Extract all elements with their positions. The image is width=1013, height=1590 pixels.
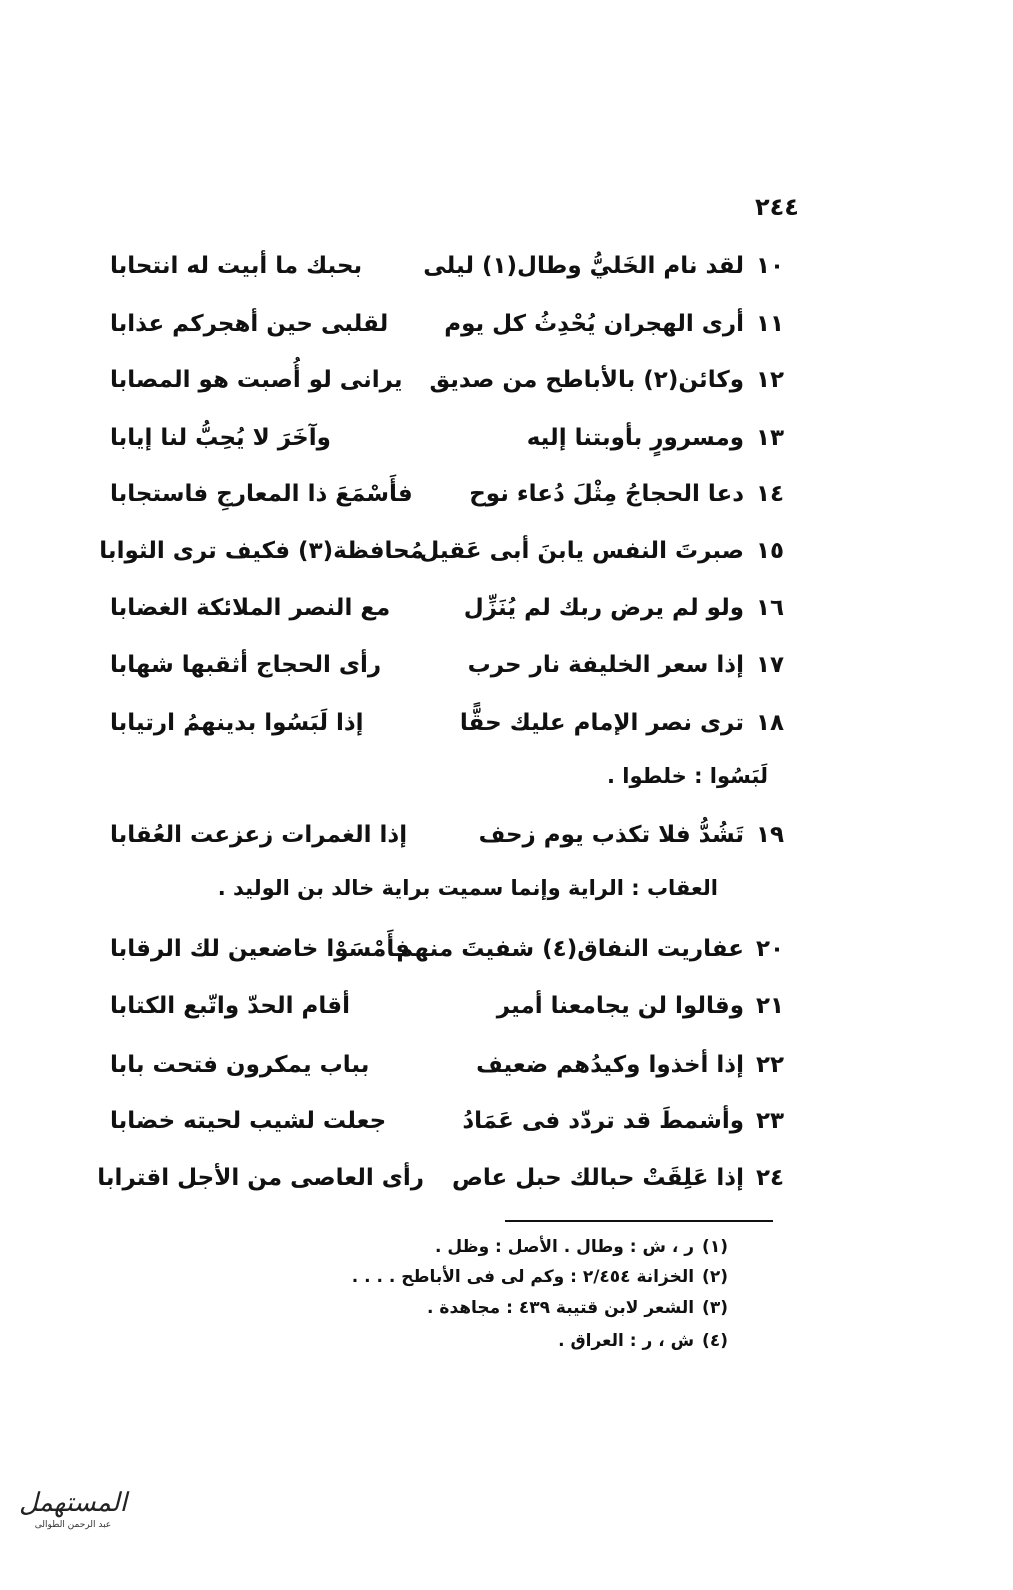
verse-first-hemistich: صبرتَ النفس يابنَ أبى عَقيل [419,538,744,564]
verse-first-hemistich: ترى نصر الإمام عليك حقًّا [459,710,744,736]
verse-line [97,1158,790,1198]
verse-line [110,360,790,400]
verse-number: ٢٣ [755,1108,785,1134]
footnote [308,1263,728,1291]
verse-first-hemistich: إذا أخذوا وكيدُهم ضعيف [476,1052,744,1078]
verse-first-hemistich: ومسرورٍ بأوبتنا إليه [526,425,744,451]
verse-line [110,1045,790,1085]
footnote [308,1294,728,1322]
watermark-text: المستهمل [19,1488,127,1518]
verse-first-hemistich: أرى الهجران يُحْدِثُ كل يوم [444,311,744,337]
verse-line [110,929,790,969]
verse-number: ١٣ [755,425,785,451]
verse-number: ١٧ [755,652,785,678]
verse-second-hemistich: مع النصر الملائكة الغضابا [110,595,391,621]
verse-second-hemistich: فأَسْمَعَ ذا المعارجِ فاستجابا [110,481,413,507]
verse-second-hemistich: جعلت لشيب لحيته خضابا [110,1108,387,1134]
verse-number: ١٦ [755,595,785,621]
verse-second-hemistich: إذا لَبَسُوا بدينهمُ ارتيابا [110,710,364,736]
verse-second-hemistich: رأى العاصى من الأجل اقترابا [97,1165,424,1191]
verse-second-hemistich: فأَمْسَوْا خاضعين لك الرقابا [110,936,411,962]
verse-number: ٢٠ [755,936,785,962]
verse-line [99,531,790,571]
footnote [308,1233,728,1261]
verse-first-hemistich: وأشمطَ قد تردّد فى عَمَادُ [462,1108,744,1134]
verse-line [110,304,790,344]
verse-first-hemistich: دعا الحجاجُ مِثْلَ دُعاء نوح [469,481,744,507]
verse-first-hemistich: تَشُدُّ فلا تكذب يوم زحف [478,822,744,848]
verse-line [110,588,790,628]
verse-line [110,474,790,514]
verse-second-hemistich: بباب يمكرون فتحت بابا [110,1052,370,1078]
page-number: ٢٤٤ [755,193,799,221]
gloss-note: العقاب : الراية وإنما سميت براية خالد بن الوليد . [217,876,718,900]
verse-line [110,246,790,286]
footnote-number: (١) [702,1237,728,1257]
footnote-separator [505,1220,773,1222]
verse-number: ١٨ [755,710,785,736]
verse-second-hemistich: مُحافظة(٣) فكيف ترى الثوابا [99,538,424,564]
verse-line [110,1101,790,1141]
verse-second-hemistich: رأى الحجاج أثقبها شهابا [110,652,382,678]
library-watermark [8,1488,138,1578]
verse-first-hemistich: إذا عَلِقَتْ حبالك حبل عاص [451,1165,744,1191]
verse-line [110,703,790,743]
footnote-number: (٢) [702,1267,728,1287]
footnote-text: الخزانة ٢/٤٥٤ : وكم لى فى الأباطح . . . . [351,1267,695,1287]
verse-second-hemistich: لقلبى حين أهجركم عذابا [110,311,389,337]
verse-first-hemistich: وكائن(٢) بالأباطح من صديق [429,367,744,393]
verse-number: ١١ [755,311,785,337]
verse-second-hemistich: إذا الغمرات زعزعت العُقابا [110,822,408,848]
footnote-text: ش ، ر : العراق . [558,1331,695,1351]
verse-number: ١٠ [755,253,785,279]
verse-number: ٢١ [755,993,785,1019]
verse-line [110,986,790,1026]
verse-first-hemistich: لقد نام الخَليُّ وطال(١) ليلى [423,253,744,279]
verse-second-hemistich: بحبك ما أبيت له انتحابا [110,253,363,279]
verse-first-hemistich: وقالوا لن يجامعنا أمير [496,993,744,1019]
verse-number: ٢٢ [755,1052,785,1078]
verse-number: ١٢ [755,367,785,393]
watermark-subtext: عبد الرحمن الطوالى [34,1520,112,1530]
verse-line [110,815,790,855]
gloss-note: لَبَسُوا : خلطوا . [606,764,768,788]
verse-second-hemistich: يرانى لو أُصبت هو المصابا [110,367,403,393]
footnote-text: ر ، ش : وطال . الأصل : وظل . [435,1237,695,1257]
footnote-text: الشعر لابن قتيبة ٤٣٩ : مجاهدة . [427,1298,695,1318]
verse-first-hemistich: إذا سعر الخليفة نار حرب [467,652,744,678]
verse-second-hemistich: وآخَرَ لا يُحِبُّ لنا إيابا [110,425,331,451]
verse-first-hemistich: عفاريت النفاق(٤) شفيتَ منهم [396,936,744,962]
verse-first-hemistich: ولو لم يرض ربك لم يُنَزِّل [463,595,744,621]
footnote-number: (٣) [702,1298,728,1318]
footnote-number: (٤) [702,1331,728,1351]
footnote [308,1327,728,1355]
verse-number: ١٤ [755,481,785,507]
verse-number: ٢٤ [755,1165,785,1191]
verse-number: ١٥ [755,538,785,564]
verse-second-hemistich: أقام الحدّ واتّبع الكتابا [110,993,350,1019]
verse-line [110,418,790,458]
verse-number: ١٩ [755,822,785,848]
verse-line [110,645,790,685]
